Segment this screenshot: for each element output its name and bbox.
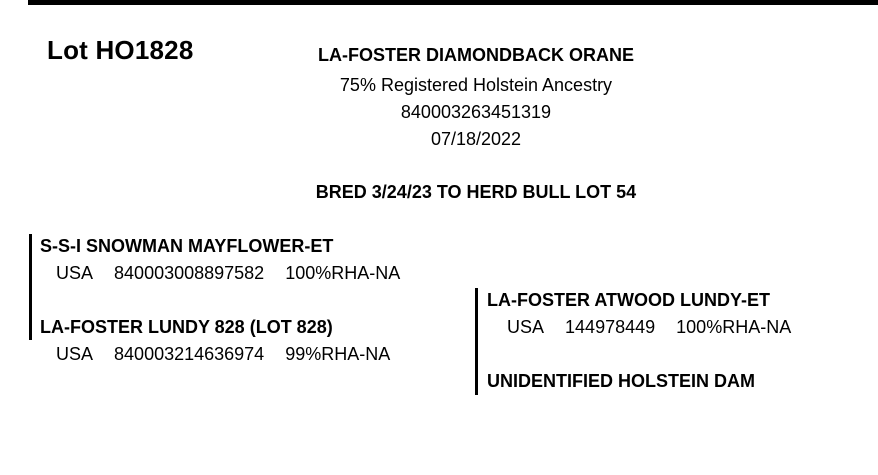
sire-details [56,263,400,284]
top-divider [28,0,878,5]
dam-details [56,344,390,365]
dam-country: USA [56,344,94,364]
dam-sire-details [507,317,791,338]
dam-sire-name: LA-FOSTER ATWOOD LUNDY-ET [487,290,770,310]
birth-date: 07/18/2022 [430,129,522,149]
registration-id: 840003263451319 [400,102,552,122]
animal-name: LA-FOSTER DIAMONDBACK ORANE [318,45,634,65]
dam-name: LA-FOSTER LUNDY 828 (LOT 828) [40,317,333,337]
bred-info: BRED 3/24/23 TO HERD BULL LOT 54 [315,182,637,202]
dam-bracket [29,288,32,340]
dam-id: 840003214636974 [114,344,265,364]
sire-country: USA [56,263,94,283]
dam-sire-id: 144978449 [565,317,656,337]
lot-number: Lot HO1828 [47,35,194,65]
dam-sire-bracket [475,288,478,342]
dam-dam-bracket [475,340,478,395]
dam-sire-rha: 100%RHA-NA [676,317,792,337]
sire-rha: 100%RHA-NA [285,263,401,283]
sire-id: 840003008897582 [114,263,265,283]
ancestry-text: 75% Registered Holstein Ancestry [339,75,613,95]
sire-name: S-S-I SNOWMAN MAYFLOWER-ET [40,236,334,256]
sire-bracket [29,234,32,288]
dam-dam-name: UNIDENTIFIED HOLSTEIN DAM [487,371,755,391]
dam-rha: 99%RHA-NA [285,344,391,364]
dam-sire-country: USA [507,317,545,337]
